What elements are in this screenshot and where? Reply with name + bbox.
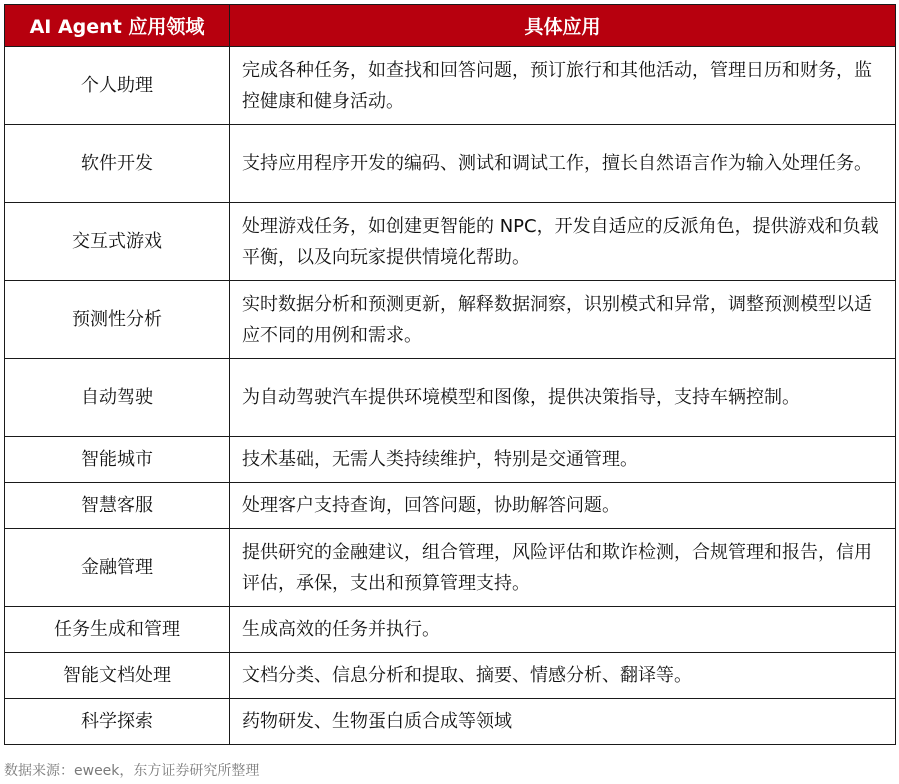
ai-agent-application-table	[4, 4, 896, 745]
row-description: 药物研发、生物蛋白质合成等领域	[230, 699, 896, 745]
row-domain: 科学探索	[5, 699, 230, 745]
table-header-row	[5, 5, 896, 47]
table-row	[5, 281, 896, 359]
row-description: 实时数据分析和预测更新，解释数据洞察，识别模式和异常，调整预测模型以适应不同的用例和需求。	[230, 281, 896, 359]
header-domain: AI Agent 应用领域	[5, 5, 230, 47]
row-description: 处理游戏任务，如创建更智能的 NPC，开发自适应的反派角色，提供游戏和负载平衡，以及向玩家提供情境化帮助。	[230, 203, 896, 281]
table-row	[5, 359, 896, 437]
table-row	[5, 483, 896, 529]
table-row	[5, 47, 896, 125]
table-row	[5, 653, 896, 699]
table-row	[5, 699, 896, 745]
row-domain: 任务生成和管理	[5, 607, 230, 653]
row-description: 文档分类、信息分析和提取、摘要、情感分析、翻译等。	[230, 653, 896, 699]
row-description: 为自动驾驶汽车提供环境模型和图像，提供决策指导，支持车辆控制。	[230, 359, 896, 437]
row-domain: 智能城市	[5, 437, 230, 483]
row-domain: 自动驾驶	[5, 359, 230, 437]
row-description: 提供研究的金融建议，组合管理，风险评估和欺诈检测，合规管理和报告，信用评估，承保，支出和预算管理支持。	[230, 529, 896, 607]
row-description: 完成各种任务，如查找和回答问题，预订旅行和其他活动，管理日历和财务，监控健康和健身活动。	[230, 47, 896, 125]
row-domain: 软件开发	[5, 125, 230, 203]
table-row	[5, 125, 896, 203]
row-domain: 交互式游戏	[5, 203, 230, 281]
header-application: 具体应用	[230, 5, 896, 47]
table-row	[5, 437, 896, 483]
row-description: 生成高效的任务并执行。	[230, 607, 896, 653]
row-description: 处理客户支持查询，回答问题，协助解答问题。	[230, 483, 896, 529]
table-row	[5, 607, 896, 653]
row-description: 支持应用程序开发的编码、测试和调试工作，擅长自然语言作为输入处理任务。	[230, 125, 896, 203]
row-domain: 智慧客服	[5, 483, 230, 529]
table-row	[5, 529, 896, 607]
row-domain: 金融管理	[5, 529, 230, 607]
row-domain: 智能文档处理	[5, 653, 230, 699]
source-note: 数据来源：eweek，东方证券研究所整理	[4, 763, 260, 779]
table-row	[5, 203, 896, 281]
row-domain: 个人助理	[5, 47, 230, 125]
row-domain: 预测性分析	[5, 281, 230, 359]
row-description: 技术基础，无需人类持续维护，特别是交通管理。	[230, 437, 896, 483]
